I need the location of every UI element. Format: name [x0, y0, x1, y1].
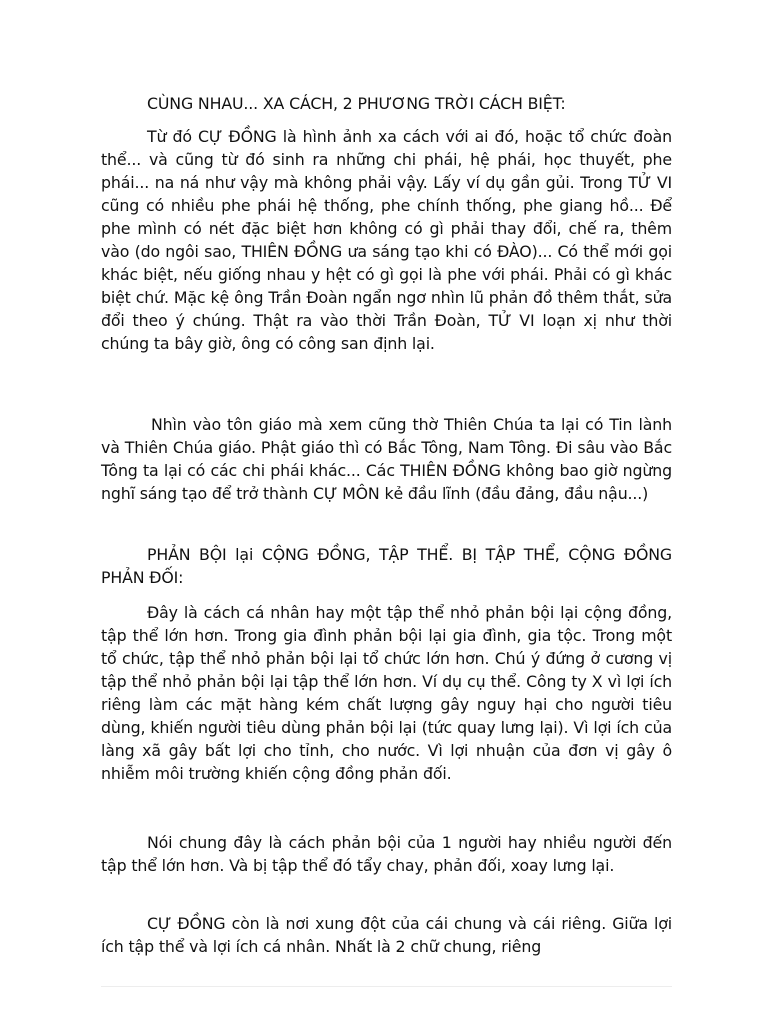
paragraph-heading-1 — [101, 92, 672, 115]
body-paragraph: Nói chung đây là cách phản bội của 1 người hay nhiều người đến tập thể lớn hơn. Và bị tập thể đó tẩy chay, phản đối, xoay lưng lại. — [101, 833, 672, 875]
body-paragraph: Đây là cách cá nhân hay một tập thể nhỏ phản bội lại cộng đồng, tập thể lớn hơn. Trong gia đình phản bội lại gia đình, gia tộc. Trong một tổ chức, tập thể nhỏ phản bội lại tổ chức lớn hơn. Chú ý đứng ở cương vị tập thể nhỏ phản bội lại tập thể lớn hơn. Ví dụ cụ thể. Công ty X vì lợi ích riêng làm các mặt hàng kém chất lượng gây nguy hại cho người tiêu dùng, khiến người tiêu dùng phản bội lại (tức quay lưng lại). Vì lợi ích của làng xã gây bất lợi cho tỉnh, cho nước. Vì lợi nhuận của đơn vị gây ô nhiễm môi trường khiến cộng đồng phản đối. — [101, 603, 672, 783]
section-heading: CÙNG NHAU... XA CÁCH, 2 PHƯƠNG TRỜI CÁCH BIỆT: — [147, 94, 566, 113]
paragraph-5 — [101, 912, 672, 958]
paragraph-2 — [101, 413, 672, 505]
section-heading: PHẢN BỘI lại CỘNG ĐỒNG, TẬP THỂ. BỊ TẬP THỂ, CỘNG ĐỒNG PHẢN ĐỐI: — [101, 545, 672, 587]
paragraph-4 — [101, 831, 672, 877]
paragraph-heading-2 — [101, 543, 672, 589]
page-divider — [101, 986, 672, 987]
paragraph-3 — [101, 601, 672, 785]
body-paragraph: Từ đó CỰ ĐỒNG là hình ảnh xa cách với ai đó, hoặc tổ chức đoàn thể... và cũng từ đó sinh ra những chi phái, hệ phái, học thuyết, phe phái... na ná như vậy mà không phải vậy. Lấy ví dụ gần gủi. Trong TỬ VI cũng có nhiều phe phái hệ thống, phe chính thống, phe giang hồ... Để phe mình có nét đặc biệt hơn không có gì phải thay đổi, chế ra, thêm vào (do ngôi sao, THIÊN ĐỒNG ưa sáng tạo khi có ĐÀO)... Có thể mới gọi khác biệt, nếu giống nhau y hệt có gì gọi là phe với phái. Phải có gì khác biệt chứ. Mặc kệ ông Trần Đoàn ngẩn ngơ nhìn lũ phản đồ thêm thắt, sửa đổi theo ý chúng. Thật ra vào thời Trần Đoàn, TỬ VI loạn xị như thời chúng ta bây giờ, ông có công san định lại. — [101, 127, 672, 353]
paragraph-1 — [101, 125, 672, 355]
body-paragraph: Nhìn vào tôn giáo mà xem cũng thờ Thiên Chúa ta lại có Tin lành và Thiên Chúa giáo. Phật giáo thì có Bắc Tông, Nam Tông. Đi sâu vào Bắc Tông ta lại có các chi phái khác... Các THIÊN ĐỒNG không bao giờ ngừng nghĩ sáng tạo để trở thành CỰ MÔN kẻ đầu lĩnh (đầu đảng, đầu nậu...) — [101, 415, 672, 503]
body-paragraph: CỰ ĐỒNG còn là nơi xung đột của cái chung và cái riêng. Giữa lợi ích tập thể và lợi ích cá nhân. Nhất là 2 chữ chung, riêng — [101, 914, 672, 956]
